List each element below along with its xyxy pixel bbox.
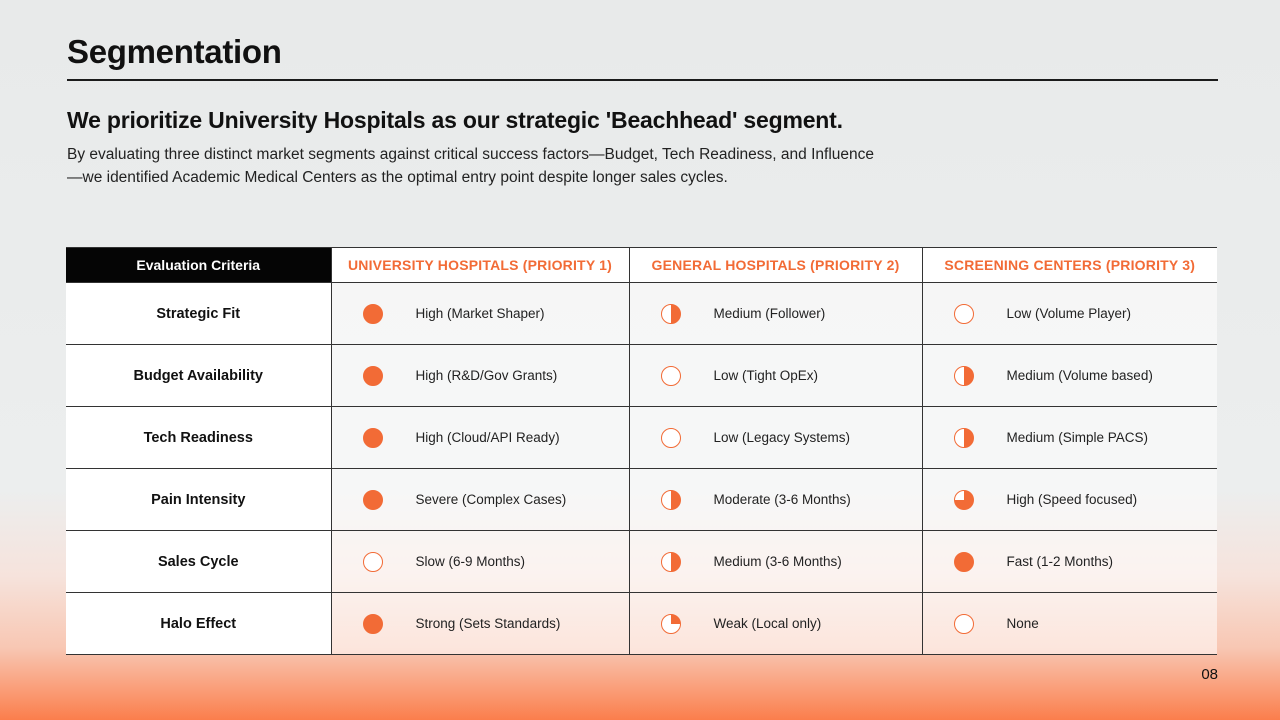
table-row <box>66 531 1217 593</box>
criterion-label: Strategic Fit <box>66 283 331 345</box>
slide-description: By evaluating three distinct market segments against critical success factors—Budget, Tech Readiness, and Influence—we identified Academic Medical Centers as the optimal entry point despite longer sales cycles. <box>67 146 874 186</box>
rating-text: Low (Tight OpEx) <box>713 368 819 383</box>
rating-cell-university-hospitals <box>331 345 629 407</box>
rating-cell-screening-centers <box>922 469 1217 531</box>
rating-text: Severe (Complex Cases) <box>415 492 567 507</box>
harvey-ball-half-icon <box>661 552 681 572</box>
harvey-ball-quarter-icon <box>661 614 681 634</box>
rating-cell-university-hospitals <box>331 531 629 593</box>
column-header-university-hospitals: UNIVERSITY HOSPITALS (PRIORITY 1) <box>331 248 629 283</box>
harvey-ball-half-icon <box>954 428 974 448</box>
rating-text: High (R&D/Gov Grants) <box>415 368 558 383</box>
harvey-ball-three-quarter-icon <box>954 490 974 510</box>
slide-title: Segmentation <box>67 33 282 70</box>
title-divider <box>67 79 1218 81</box>
page-number: 08 <box>1201 666 1218 683</box>
criterion-label: Tech Readiness <box>66 407 331 469</box>
rating-cell-general-hospitals <box>629 345 922 407</box>
rating-text: Moderate (3-6 Months) <box>713 492 851 507</box>
criterion-label: Sales Cycle <box>66 531 331 593</box>
rating-cell-general-hospitals <box>629 283 922 345</box>
table-row <box>66 593 1217 655</box>
table-row <box>66 283 1217 345</box>
rating-cell-university-hospitals <box>331 283 629 345</box>
rating-text: Strong (Sets Standards) <box>415 616 561 631</box>
table-row <box>66 407 1217 469</box>
column-header-screening-centers: SCREENING CENTERS (PRIORITY 3) <box>922 248 1217 283</box>
harvey-ball-empty-icon <box>363 552 383 572</box>
criterion-label: Budget Availability <box>66 345 331 407</box>
rating-cell-general-hospitals <box>629 469 922 531</box>
harvey-ball-empty-icon <box>661 366 681 386</box>
rating-text: None <box>1006 616 1039 631</box>
rating-text: High (Market Shaper) <box>415 306 545 321</box>
rating-text: Weak (Local only) <box>713 616 822 631</box>
rating-text: Medium (Volume based) <box>1006 368 1153 383</box>
rating-cell-general-hospitals <box>629 531 922 593</box>
column-header-general-hospitals: GENERAL HOSPITALS (PRIORITY 2) <box>629 248 922 283</box>
harvey-ball-full-icon <box>363 366 383 386</box>
harvey-ball-empty-icon <box>954 614 974 634</box>
rating-text: Low (Legacy Systems) <box>713 430 851 445</box>
rating-cell-screening-centers <box>922 531 1217 593</box>
rating-text: Medium (Follower) <box>713 306 826 321</box>
table-row <box>66 345 1217 407</box>
harvey-ball-full-icon <box>363 304 383 324</box>
rating-cell-general-hospitals <box>629 407 922 469</box>
rating-cell-screening-centers <box>922 345 1217 407</box>
rating-cell-university-hospitals <box>331 469 629 531</box>
rating-text: Slow (6-9 Months) <box>415 554 526 569</box>
rating-cell-general-hospitals <box>629 593 922 655</box>
rating-cell-university-hospitals <box>331 593 629 655</box>
rating-cell-screening-centers <box>922 407 1217 469</box>
harvey-ball-half-icon <box>661 490 681 510</box>
rating-text: High (Speed focused) <box>1006 492 1138 507</box>
harvey-ball-empty-icon <box>954 304 974 324</box>
rating-text: Medium (Simple PACS) <box>1006 430 1149 445</box>
rating-text: Fast (1-2 Months) <box>1006 554 1114 569</box>
harvey-ball-half-icon <box>661 304 681 324</box>
table-body <box>66 283 1217 655</box>
rating-cell-university-hospitals <box>331 407 629 469</box>
harvey-ball-full-icon <box>363 614 383 634</box>
harvey-ball-full-icon <box>363 490 383 510</box>
rating-text: High (Cloud/API Ready) <box>415 430 560 445</box>
rating-cell-screening-centers <box>922 593 1217 655</box>
table-row <box>66 469 1217 531</box>
harvey-ball-full-icon <box>363 428 383 448</box>
table-header-row <box>66 248 1217 283</box>
rating-text: Low (Volume Player) <box>1006 306 1132 321</box>
harvey-ball-half-icon <box>954 366 974 386</box>
criterion-label: Pain Intensity <box>66 469 331 531</box>
segmentation-table <box>66 247 1217 655</box>
criterion-label: Halo Effect <box>66 593 331 655</box>
rating-text: Medium (3-6 Months) <box>713 554 842 569</box>
criteria-column-header: Evaluation Criteria <box>66 248 331 283</box>
harvey-ball-empty-icon <box>661 428 681 448</box>
harvey-ball-full-icon <box>954 552 974 572</box>
rating-cell-screening-centers <box>922 283 1217 345</box>
slide-headline: We prioritize University Hospitals as our strategic 'Beachhead' segment. <box>67 107 843 133</box>
